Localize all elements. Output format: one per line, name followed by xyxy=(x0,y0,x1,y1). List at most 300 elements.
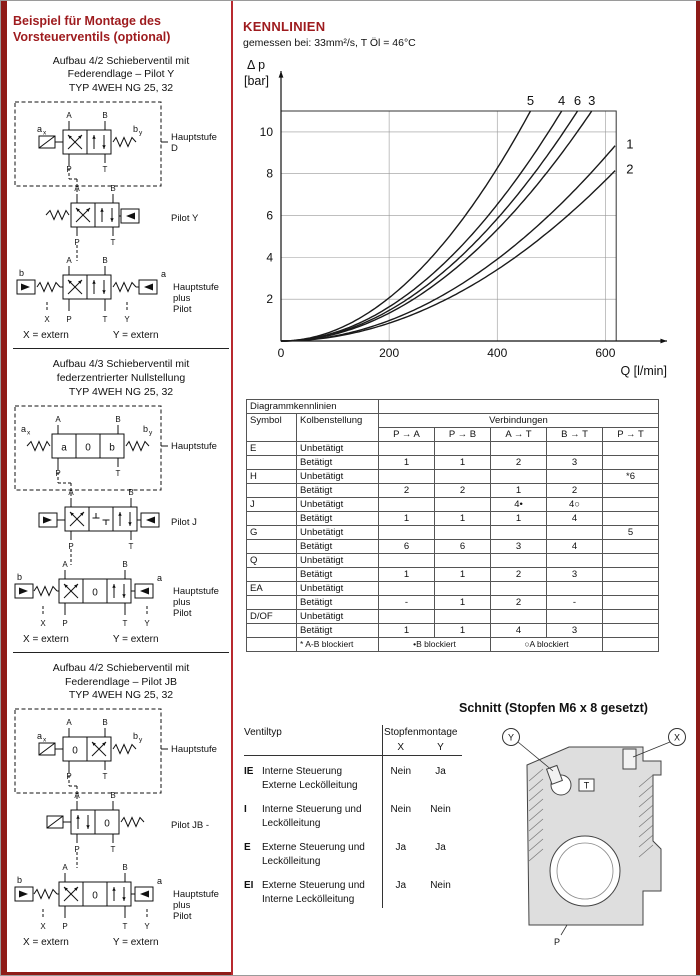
ventiltyp-desc: Externe Steuerung und Interne Leckölleitung xyxy=(262,880,365,905)
svg-text:b: b xyxy=(19,268,25,279)
col-header-connection: P → B xyxy=(435,428,491,442)
svg-text:a: a xyxy=(157,572,163,583)
footnote: •B blockiert xyxy=(379,638,491,652)
svg-text:A: A xyxy=(66,256,72,266)
cell-symbol: EA xyxy=(247,582,297,596)
cell-value xyxy=(435,470,491,484)
svg-text:T: T xyxy=(583,780,590,791)
cell-value: 1 xyxy=(379,456,435,470)
svg-text:0: 0 xyxy=(92,587,98,599)
cell-state: Unbetätigt xyxy=(297,526,379,540)
svg-text:B: B xyxy=(102,256,108,266)
svg-text:a: a xyxy=(37,124,43,135)
table-row xyxy=(247,526,659,540)
ventiltyp-desc: Interne Steuerung Externe Leckölleitung xyxy=(262,766,358,791)
cell-state: Unbetätigt xyxy=(297,610,379,624)
table-row xyxy=(247,442,659,456)
col-header-stopfenmontage: Stopfenmontage xyxy=(382,725,462,740)
table-row xyxy=(244,725,462,740)
svg-text:plus: plus xyxy=(173,900,191,912)
cell-value xyxy=(435,554,491,568)
cell-symbol: J xyxy=(247,498,297,512)
cell-state: Betätigt xyxy=(297,568,379,582)
extern-note-x: X = extern xyxy=(23,937,69,949)
svg-text:y: y xyxy=(149,429,153,437)
table-row xyxy=(247,568,659,582)
section-divider xyxy=(13,348,229,349)
cell-value: 1 xyxy=(491,484,547,498)
section-heading-line: Aufbau 4/3 Schieberventil mit xyxy=(52,358,190,371)
hydraulic-schematic xyxy=(13,706,231,936)
svg-text:Pilot: Pilot xyxy=(173,304,192,316)
montage-section xyxy=(13,358,229,645)
cell-state: Betätigt xyxy=(297,624,379,638)
cell-value: 4 xyxy=(547,512,603,526)
ventiltyp-code: IE xyxy=(244,766,254,777)
svg-text:B: B xyxy=(102,111,108,121)
svg-text:P: P xyxy=(62,922,68,932)
svg-text:plus: plus xyxy=(173,293,191,305)
cell-value: 4○ xyxy=(547,498,603,512)
stopfen-y-value: Nein xyxy=(430,880,451,891)
page-edge-left xyxy=(1,1,7,975)
cell-state: Unbetätigt xyxy=(297,582,379,596)
svg-text:Y: Y xyxy=(507,732,515,743)
cell-state: Betätigt xyxy=(297,596,379,610)
cell-value: - xyxy=(379,596,435,610)
table-row xyxy=(247,582,659,596)
table-row xyxy=(247,456,659,470)
table-row xyxy=(247,610,659,624)
svg-text:200: 200 xyxy=(379,346,400,360)
cell-value xyxy=(491,470,547,484)
section-heading xyxy=(13,662,229,704)
section-heading-line: federzentrierter Nullstellung xyxy=(56,371,186,384)
svg-text:8: 8 xyxy=(266,166,273,181)
svg-text:y: y xyxy=(139,736,143,744)
svg-text:b: b xyxy=(109,442,115,454)
svg-text:x: x xyxy=(27,429,31,437)
svg-text:600: 600 xyxy=(595,346,616,360)
svg-text:A: A xyxy=(55,414,61,424)
cell-value xyxy=(435,526,491,540)
svg-text:6: 6 xyxy=(573,93,582,108)
section-heading-line: TYP 4WEH NG 25, 32 xyxy=(68,82,174,95)
section-heading xyxy=(13,55,229,97)
svg-text:a: a xyxy=(21,423,27,434)
col-header-connection: B → T xyxy=(547,428,603,442)
cell-symbol: H xyxy=(247,470,297,484)
svg-text:T: T xyxy=(110,238,116,248)
svg-text:P: P xyxy=(74,238,80,248)
ventiltyp-code: E xyxy=(244,842,251,853)
cell-value xyxy=(491,526,547,540)
subcol-y: Y xyxy=(422,740,462,756)
cell-symbol xyxy=(247,568,297,582)
left-column xyxy=(13,13,229,948)
cell-value: 1 xyxy=(435,512,491,526)
cell-symbol xyxy=(247,456,297,470)
diagram-table xyxy=(246,399,659,652)
svg-text:Pilot: Pilot xyxy=(173,911,192,923)
cell-value xyxy=(603,568,659,582)
cell-value xyxy=(603,582,659,596)
section-heading-line: Aufbau 4/2 Schieberventil mit xyxy=(52,54,190,67)
svg-text:P: P xyxy=(66,165,72,175)
cell-value xyxy=(603,498,659,512)
svg-text:Pilot Y: Pilot Y xyxy=(171,213,199,225)
svg-text:Q [l/min]: Q [l/min] xyxy=(620,364,667,378)
svg-text:A: A xyxy=(66,111,72,121)
extern-note-y: Y = extern xyxy=(112,633,159,645)
table-row xyxy=(247,624,659,638)
svg-text:A: A xyxy=(74,791,80,801)
cell-state: Betätigt xyxy=(297,456,379,470)
montage-title-line2: Vorsteuerventils (optional) xyxy=(13,30,171,45)
cell-state: Unbetätigt xyxy=(297,470,379,484)
section-heading-line: Federendlage – Pilot Y xyxy=(67,68,175,81)
hydraulic-schematic xyxy=(13,403,231,633)
stopfen-x-value: Ja xyxy=(382,870,422,908)
cell-value xyxy=(547,526,603,540)
svg-text:Hauptstufe: Hauptstufe xyxy=(173,585,219,597)
section-footer xyxy=(13,330,229,341)
cell-value xyxy=(491,610,547,624)
cell-value: 4• xyxy=(491,498,547,512)
table-row xyxy=(247,484,659,498)
diagram-table-title: Diagrammkennlinien xyxy=(247,400,379,414)
svg-text:T: T xyxy=(115,468,121,478)
svg-text:a: a xyxy=(157,876,163,887)
section-footer xyxy=(13,937,229,948)
stopfen-y-value: Ja xyxy=(435,766,446,777)
svg-text:T: T xyxy=(128,541,134,551)
cell-value: 1 xyxy=(379,512,435,526)
svg-text:P: P xyxy=(74,845,80,855)
svg-text:Hauptstufe: Hauptstufe xyxy=(171,440,217,452)
svg-text:T: T xyxy=(102,315,108,325)
section-heading-line: Federendlage – Pilot JB xyxy=(64,675,178,688)
stopfen-y-value: Ja xyxy=(435,842,446,853)
cell-value xyxy=(603,596,659,610)
svg-text:3: 3 xyxy=(588,93,596,108)
svg-text:B: B xyxy=(110,184,116,194)
svg-text:Pilot JB -: Pilot JB - xyxy=(171,820,210,832)
cell-symbol xyxy=(247,624,297,638)
table-row xyxy=(244,756,462,795)
cell-value xyxy=(603,484,659,498)
subcol-x: X xyxy=(382,740,422,756)
cell-value: 1 xyxy=(435,624,491,638)
cell-value xyxy=(379,554,435,568)
table-row xyxy=(244,832,462,870)
ventiltyp-desc: Interne Steuerung und Leckölleitung xyxy=(262,804,362,829)
cell-value xyxy=(603,610,659,624)
svg-text:Hauptstufe: Hauptstufe xyxy=(173,889,219,901)
svg-text:T: T xyxy=(122,922,128,932)
svg-text:T: T xyxy=(102,165,108,175)
cell-value: 2 xyxy=(435,484,491,498)
col-header-connection: P → A xyxy=(379,428,435,442)
cell-value: - xyxy=(547,596,603,610)
svg-text:a: a xyxy=(61,442,67,454)
svg-text:A: A xyxy=(66,718,72,728)
svg-text:2: 2 xyxy=(626,161,634,177)
svg-text:0: 0 xyxy=(277,346,285,360)
table-row xyxy=(247,498,659,512)
cell-value xyxy=(491,582,547,596)
cell-value xyxy=(547,582,603,596)
cell-value: 2 xyxy=(547,484,603,498)
svg-text:D: D xyxy=(171,143,178,155)
svg-text:P: P xyxy=(55,468,61,478)
svg-text:0: 0 xyxy=(85,442,91,454)
cell-symbol: E xyxy=(247,442,297,456)
kennlinien-chart xyxy=(243,51,689,383)
svg-text:b: b xyxy=(133,731,139,742)
cell-value: 1 xyxy=(435,456,491,470)
svg-text:5: 5 xyxy=(526,93,535,108)
svg-text:B: B xyxy=(102,718,108,728)
stopfen-y-value: Nein xyxy=(430,804,451,815)
svg-text:a: a xyxy=(37,731,43,742)
svg-text:A: A xyxy=(62,863,68,873)
ventiltyp-desc: Externe Steuerung und Leckölleitung xyxy=(262,842,365,867)
svg-text:X: X xyxy=(40,618,46,628)
ventiltyp-table xyxy=(244,725,462,908)
svg-text:0: 0 xyxy=(72,745,78,757)
cell-symbol xyxy=(247,484,297,498)
extern-note-y: Y = extern xyxy=(112,937,159,949)
cell-value: 3 xyxy=(547,624,603,638)
montage-section xyxy=(13,55,229,342)
svg-text:B: B xyxy=(110,791,116,801)
cell-value xyxy=(435,442,491,456)
table-row xyxy=(247,638,659,652)
svg-text:B: B xyxy=(122,559,128,569)
table-row xyxy=(244,870,462,908)
right-column xyxy=(241,1,699,975)
svg-text:b: b xyxy=(143,423,149,434)
svg-text:Y: Y xyxy=(124,315,130,325)
cell-value xyxy=(547,442,603,456)
table-row xyxy=(244,740,462,756)
col-header-ventiltyp: Ventiltyp xyxy=(244,727,282,738)
cell-value: 5 xyxy=(603,526,659,540)
svg-text:P: P xyxy=(66,772,72,782)
table-row xyxy=(247,470,659,484)
kennlinien-title: KENNLINIEN xyxy=(243,19,326,34)
svg-text:T: T xyxy=(122,618,128,628)
svg-text:Hauptstufe: Hauptstufe xyxy=(171,744,217,756)
svg-text:x: x xyxy=(43,129,47,137)
montage-title xyxy=(13,13,229,46)
svg-text:P: P xyxy=(68,541,74,551)
cell-value: 4 xyxy=(491,624,547,638)
svg-text:X: X xyxy=(40,922,46,932)
section-footer xyxy=(13,634,229,645)
schnitt-drawing xyxy=(497,723,692,951)
svg-text:B: B xyxy=(122,863,128,873)
table-row xyxy=(244,794,462,832)
extern-note-x: X = extern xyxy=(23,330,69,342)
col-header-kolbenstellung: Kolbenstellung xyxy=(297,414,379,442)
stopfen-x-value: Ja xyxy=(382,832,422,870)
cell-value xyxy=(379,582,435,596)
svg-text:6: 6 xyxy=(266,208,273,223)
table-row xyxy=(247,554,659,568)
cell-state: Unbetätigt xyxy=(297,554,379,568)
cell-value xyxy=(379,498,435,512)
svg-text:plus: plus xyxy=(173,596,191,608)
svg-text:Y: Y xyxy=(144,618,150,628)
col-header-symbol: Symbol xyxy=(247,414,297,442)
cell-state: Unbetätigt xyxy=(297,442,379,456)
cell-value: 1 xyxy=(379,568,435,582)
svg-text:[bar]: [bar] xyxy=(244,74,270,88)
ventiltyp-code: I xyxy=(244,804,247,815)
cell-value: 3 xyxy=(491,540,547,554)
cell-value xyxy=(379,470,435,484)
cell-value xyxy=(547,554,603,568)
cell-value xyxy=(547,470,603,484)
svg-text:X: X xyxy=(44,315,50,325)
montage-section xyxy=(13,662,229,949)
svg-text:1: 1 xyxy=(626,136,634,152)
svg-text:b: b xyxy=(133,124,139,135)
section-heading-line: TYP 4WEH NG 25, 32 xyxy=(68,385,174,398)
svg-text:A: A xyxy=(74,184,80,194)
svg-text:10: 10 xyxy=(259,124,273,139)
cell-value: 2 xyxy=(379,484,435,498)
cell-value xyxy=(435,498,491,512)
cell-value xyxy=(491,442,547,456)
svg-text:T: T xyxy=(110,845,116,855)
footnote: ○A blockiert xyxy=(491,638,603,652)
cell-symbol xyxy=(247,596,297,610)
cell-value: 4 xyxy=(547,540,603,554)
cell-state: Betätigt xyxy=(297,484,379,498)
cell-state: Betätigt xyxy=(297,512,379,526)
table-row xyxy=(247,540,659,554)
cell-state: Unbetätigt xyxy=(297,498,379,512)
kennlinien-subtitle: gemessen bei: 33mm²/s, T Öl = 46°C xyxy=(243,37,416,49)
svg-text:Δ p: Δ p xyxy=(247,58,266,72)
svg-text:P: P xyxy=(66,315,72,325)
cell-value xyxy=(379,610,435,624)
stopfen-x-value: Nein xyxy=(382,756,422,795)
svg-text:2: 2 xyxy=(266,292,273,307)
extern-note-x: X = extern xyxy=(23,633,69,645)
cell-value xyxy=(547,610,603,624)
cell-value xyxy=(603,624,659,638)
cell-value: 1 xyxy=(379,624,435,638)
cell-value xyxy=(603,540,659,554)
hydraulic-schematic xyxy=(13,99,231,329)
svg-text:0: 0 xyxy=(92,890,98,902)
svg-text:A: A xyxy=(68,487,74,497)
cell-value: 1 xyxy=(435,568,491,582)
footnote: * A-B blockiert xyxy=(297,638,379,652)
svg-text:B: B xyxy=(115,414,121,424)
svg-text:400: 400 xyxy=(487,346,508,360)
cell-value: 2 xyxy=(491,568,547,582)
cell-symbol: D/OF xyxy=(247,610,297,624)
svg-text:Pilot J: Pilot J xyxy=(171,516,197,528)
cell-value xyxy=(603,512,659,526)
cell-symbol xyxy=(247,540,297,554)
svg-text:Y: Y xyxy=(144,922,150,932)
svg-text:4: 4 xyxy=(558,93,566,108)
cell-value xyxy=(435,582,491,596)
cell-value: *6 xyxy=(603,470,659,484)
svg-text:A: A xyxy=(62,559,68,569)
extern-note-y: Y = extern xyxy=(112,330,159,342)
table-row xyxy=(247,596,659,610)
cell-value: 1 xyxy=(491,512,547,526)
svg-text:B: B xyxy=(128,487,134,497)
cell-state: Betätigt xyxy=(297,540,379,554)
col-header-connection: P → T xyxy=(603,428,659,442)
svg-text:a: a xyxy=(161,269,167,280)
section-heading-line: Aufbau 4/2 Schieberventil mit xyxy=(52,661,190,674)
section-heading-line: TYP 4WEH NG 25, 32 xyxy=(68,689,174,702)
cell-value: 2 xyxy=(491,596,547,610)
cell-value: 3 xyxy=(547,456,603,470)
column-divider xyxy=(231,1,233,975)
group-header-verbindungen: Verbindungen xyxy=(379,414,659,428)
svg-text:b: b xyxy=(17,875,23,886)
section-divider xyxy=(13,652,229,653)
schnitt-title: Schnitt (Stopfen M6 x 8 gesetzt) xyxy=(459,701,648,715)
cell-value: 3 xyxy=(547,568,603,582)
cell-symbol: G xyxy=(247,526,297,540)
svg-text:T: T xyxy=(102,772,108,782)
svg-text:b: b xyxy=(17,571,23,582)
cell-value: 6 xyxy=(435,540,491,554)
cell-value xyxy=(491,554,547,568)
table-row xyxy=(247,512,659,526)
cell-value xyxy=(603,442,659,456)
svg-text:P: P xyxy=(62,618,68,628)
svg-text:4: 4 xyxy=(266,250,273,265)
cell-symbol xyxy=(247,512,297,526)
svg-text:x: x xyxy=(43,736,47,744)
cell-value xyxy=(379,442,435,456)
cell-value xyxy=(603,456,659,470)
section-heading xyxy=(13,358,229,400)
cell-value xyxy=(435,610,491,624)
stopfen-x-value: Nein xyxy=(382,794,422,832)
cell-value: 6 xyxy=(379,540,435,554)
table-row xyxy=(247,400,659,414)
montage-title-line1: Beispiel für Montage des xyxy=(13,14,161,28)
svg-text:Hauptstufe: Hauptstufe xyxy=(171,132,217,144)
montage-sections xyxy=(13,55,229,949)
svg-text:P: P xyxy=(553,937,561,947)
cell-value: 2 xyxy=(491,456,547,470)
svg-text:Pilot: Pilot xyxy=(173,607,192,619)
svg-text:Hauptstufe: Hauptstufe xyxy=(173,282,219,294)
cell-value: 1 xyxy=(435,596,491,610)
table-row xyxy=(247,414,659,428)
svg-text:0: 0 xyxy=(104,818,110,830)
ventiltyp-code: EI xyxy=(244,880,254,891)
cell-value xyxy=(379,526,435,540)
cell-symbol: Q xyxy=(247,554,297,568)
svg-text:X: X xyxy=(673,732,681,743)
col-header-connection: A → T xyxy=(491,428,547,442)
